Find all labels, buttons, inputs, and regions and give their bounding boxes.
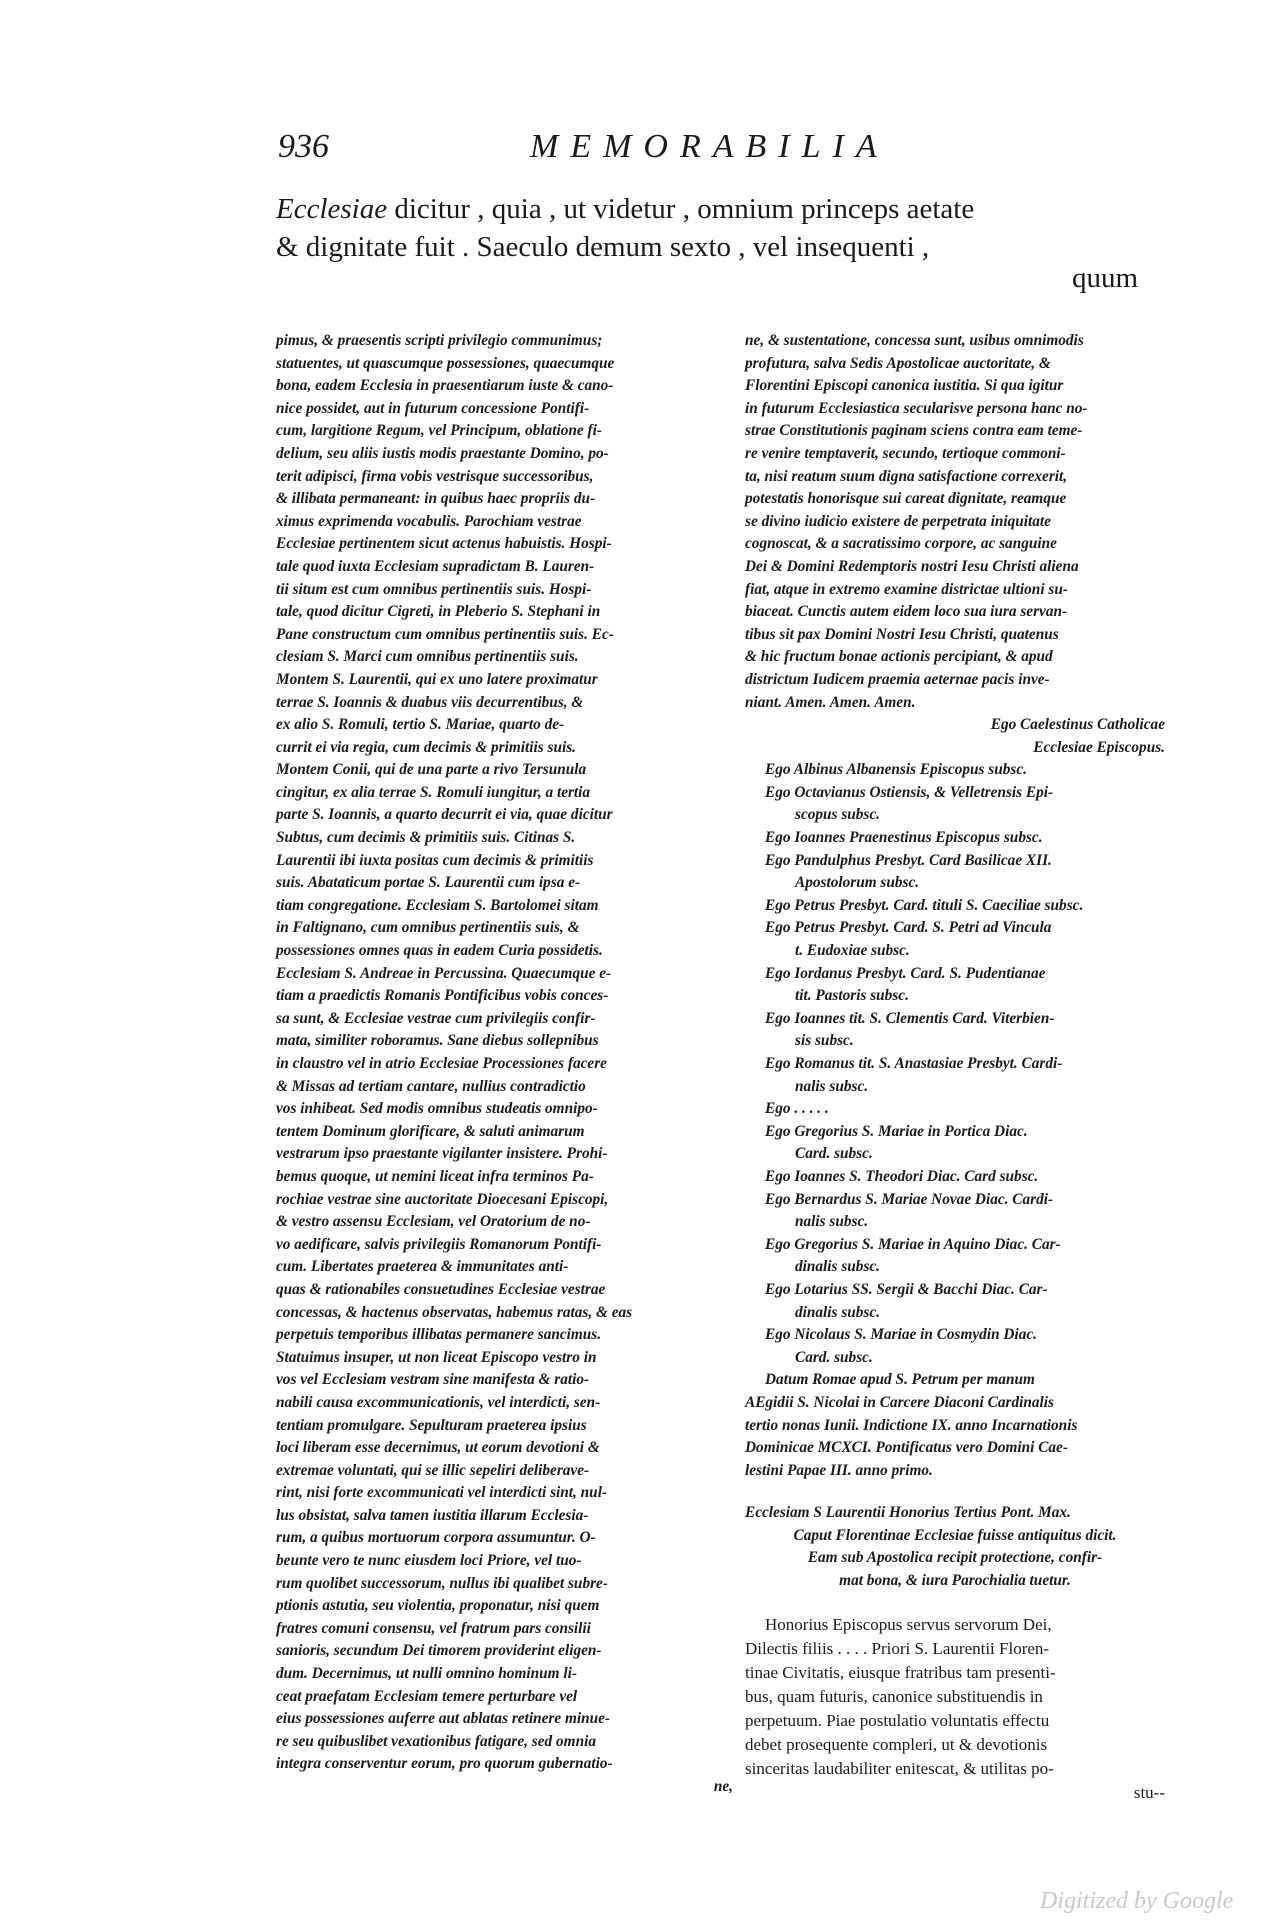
text-line: sa sunt, & Ecclesiae vestrae cum privilegiis confir- xyxy=(276,1009,596,1027)
text-line: rochiae vestrae sine auctoritate Dioecesani Episcopi, xyxy=(276,1190,609,1208)
text-line: ta, nisi reatum suum digna satisfactione correxerit, xyxy=(745,467,1068,485)
text-line: Ecclesiae pertinentem sicut actenus habuistis. Hospi- xyxy=(276,535,612,553)
text-line: statuentes, ut quascumque possessiones, quaecumque xyxy=(276,354,615,372)
text-line: rint, nisi forte excommunicati vel interdicti sint, nul- xyxy=(276,1484,608,1502)
text-line: ptionis astutia, seu violentia, proponatur, nisi quem xyxy=(276,1597,600,1615)
text-line: tii situm est cum omnibus pertinentiis suis. Hospi- xyxy=(276,580,592,598)
text-line: rum, a quibus mortuorum corpora assumuntur. O- xyxy=(276,1529,596,1547)
text-line: strae Constitutionis paginam sciens contra eam teme- xyxy=(745,422,1083,440)
signature-line: t. Eudoxiae subsc. xyxy=(795,942,910,960)
signature-line: Ego Petrus Presbyt. Card. tituli S. Caeciliae subsc. xyxy=(765,896,1084,914)
text-line: Dei & Domini Redemptoris nostri Iesu Christi aliena xyxy=(745,557,1079,575)
text-line: tiam a praedictis Romanis Pontificibus vobis conces- xyxy=(276,987,609,1005)
honorius-line: Honorius Episcopus servus servorum Dei, xyxy=(765,1614,1052,1634)
text-line: pimus, & praesentis scripti privilegio communimus; xyxy=(276,332,603,349)
lead-italic-word: Ecclesiae xyxy=(276,193,388,225)
text-line: ceat praefatam Ecclesiam temere perturbare vel xyxy=(276,1687,578,1705)
text-line: bemus quoque, ut nemini liceat infra terminos Pa- xyxy=(276,1167,594,1185)
right-catchword: stu-- xyxy=(1133,1782,1165,1802)
text-line: Montem Conii, qui de una parte a rivo Tersunula xyxy=(276,761,587,779)
text-line: cognoscat, & a sacratissimo corpore, ac sanguine xyxy=(745,535,1057,553)
dating-line: lestini Papae III. anno primo. xyxy=(745,1461,933,1479)
text-line: vestrarum ipso praestante vigilanter insistere. Prohi- xyxy=(276,1145,608,1163)
dating-line: tertio nonas Iunii. Indictione IX. anno Incarnationis xyxy=(745,1416,1078,1434)
spacer xyxy=(745,1593,1165,1613)
text-line: terrae S. Ioannis & duabus viis decurrentibus, & xyxy=(276,693,584,711)
text-line: in Faltignano, cum omnibus pertinentiis suis, & xyxy=(276,919,580,937)
text-line: Laurentii ibi iuxta positas cum decimis & primitiis xyxy=(276,851,594,869)
signature-line: Ego Ioannes Praenestinus Episcopus subsc. xyxy=(765,829,1043,847)
summary-line: Caput Florentinae Ecclesiae fuisse antiquitus dicit. xyxy=(793,1526,1117,1544)
text-line: lus obsistat, salva tamen iustitia illarum Ecclesia- xyxy=(276,1506,589,1524)
signature-line: Ego Gregorius S. Mariae in Portica Diac. xyxy=(765,1122,1028,1140)
text-line: Pane constructum cum omnibus pertinentiis suis. Ec- xyxy=(276,625,614,643)
signature-line: sis subsc. xyxy=(795,1032,854,1050)
text-line: bona, eadem Ecclesia in praesentiarum iuste & cano- xyxy=(276,377,614,395)
text-line: ne, & sustentatione, concessa sunt, usibus omnimodis xyxy=(745,332,1084,349)
text-line: in claustro vel in atrio Ecclesiae Processiones facere xyxy=(276,1055,607,1072)
honorius-line: sinceritas laudabiliter enitescat, & utilitas po- xyxy=(745,1758,1054,1778)
signature-line: nalis subsc. xyxy=(795,1213,869,1231)
text-line: niant. Amen. Amen. Amen. xyxy=(745,693,916,711)
signature-line: Ego Nicolaus S. Mariae in Cosmydin Diac. xyxy=(765,1326,1037,1344)
text-line: beunte vero te nunc eiusdem loci Priore, vel tuo- xyxy=(276,1552,582,1570)
text-line: fratres comuni consensu, vel fratrum pars consilii xyxy=(276,1619,591,1637)
text-line: tentem Dominum glorificare, & saluti animarum xyxy=(276,1122,585,1140)
signature-line: Ego Romanus tit. S. Anastasiae Presbyt. Cardi- xyxy=(765,1055,1063,1072)
text-line: & Missas ad tertiam cantare, nullius contradictio xyxy=(276,1077,586,1095)
lead-catchword: quum xyxy=(1072,262,1139,294)
text-line: sanioris, secundum Dei timorem providerint eligen- xyxy=(276,1642,602,1660)
dating-line: AEgidii S. Nicolai in Carcere Diaconi Cardinalis xyxy=(745,1393,1054,1411)
text-line: ex alio S. Romuli, tertio S. Mariae, quarto de- xyxy=(276,716,565,734)
text-line: delium, seu aliis iustis modis praestante Domino, po- xyxy=(276,444,609,462)
text-line: terit adipisci, firma vobis vestrisque successoribus, xyxy=(276,467,594,485)
text-line: tale, quod dicitur Cigreti, in Pleberio S. Stephani in xyxy=(276,603,601,621)
spacer xyxy=(745,1482,1165,1502)
lead-paragraph xyxy=(276,190,1166,266)
signature-line: Ego Gregorius S. Mariae in Aquino Diac. Car- xyxy=(765,1235,1061,1253)
text-line: profutura, salva Sedis Apostolicae auctoritate, & xyxy=(745,354,1051,372)
page-number: 936 xyxy=(278,128,329,165)
text-line: Montem S. Laurentii, qui ex uno latere proximatur xyxy=(276,670,598,688)
summary-line: Ecclesiam S Laurentii Honorius Tertius Pont. Max. xyxy=(745,1504,1071,1522)
text-line: nabili causa excommunicationis, vel interdicti, sen- xyxy=(276,1393,601,1411)
dating-line: Datum Romae apud S. Petrum per manum xyxy=(765,1371,1035,1389)
watermark: Digitized by Google xyxy=(1040,1888,1234,1914)
text-line: quas & rationabiles consuetudines Ecclesiae vestrae xyxy=(276,1280,606,1298)
text-line: mata, similiter roboramus. Sane diebus sollepnibus xyxy=(276,1032,599,1050)
signature-line: Ego Iordanus Presbyt. Card. S. Pudentianae xyxy=(765,964,1046,982)
honorius-line: perpetuum. Piae postulatio voluntatis effectu xyxy=(745,1710,1050,1730)
text-line: tentiam promulgare. Sepulturam praeterea ipsius xyxy=(276,1416,587,1434)
text-line: rum quolibet successorum, nullus ibi qualibet subre- xyxy=(276,1574,608,1592)
text-line: ximus exprimenda vocabulis. Parochiam vestrae xyxy=(276,512,582,530)
text-line: se divino iudicio existere de perpetrata iniquitate xyxy=(745,512,1051,530)
text-line: perpetuis temporibus illibatas permanere sancimus. xyxy=(276,1326,602,1344)
signature-line: Ego Caelestinus Catholicae xyxy=(990,716,1165,734)
running-title: MEMORABILIA xyxy=(530,128,889,165)
signature-line: scopus subsc. xyxy=(795,806,880,824)
text-line: extremae voluntati, qui se illic sepeliri deliberave- xyxy=(276,1461,590,1479)
honorius-line: debet prosequente compleri, ut & devotionis xyxy=(745,1734,1048,1754)
summary-line: Eam sub Apostolica recipit protectione, confir- xyxy=(807,1549,1103,1567)
text-line: cum. Libertates praeterea & immunitates anti- xyxy=(276,1258,569,1276)
text-line: nice possidet, aut in futurum concessione Pontifi- xyxy=(276,399,590,417)
left-column xyxy=(276,330,733,1799)
signature-line: Ego Octavianus Ostiensis, & Velletrensis Epi- xyxy=(765,783,1054,801)
text-line: & hic fructum bonae actionis percipiant, & apud xyxy=(745,648,1053,666)
signature-line: nalis subsc. xyxy=(795,1077,869,1095)
signature-line: dinalis subsc. xyxy=(795,1303,881,1321)
left-catchword: ne, xyxy=(713,1778,733,1795)
text-line: cum, largitione Regum, vel Principum, oblatione fi- xyxy=(276,422,602,440)
text-line: clesiam S. Marci cum omnibus pertinentiis suis. xyxy=(276,648,579,666)
text-line: concessas, & hactenus observatas, habemus ratas, & eas xyxy=(276,1303,633,1321)
text-line: potestatis honorisque sui careat dignitate, reamque xyxy=(745,490,1067,508)
text-line: re venire temptaverit, secundo, tertioque commoni- xyxy=(745,444,1066,462)
dating-line: Dominicae MCXCI. Pontificatus vero Domini Cae- xyxy=(745,1439,1068,1457)
signature-line: Ego Ioannes tit. S. Clementis Card. Viterbien- xyxy=(765,1009,1055,1027)
text-line: vos vel Ecclesiam vestram sine manifesta & ratio- xyxy=(276,1371,590,1389)
signature-line: Ego Ioannes S. Theodori Diac. Card subsc. xyxy=(765,1167,1039,1185)
signature-line: Ego Albinus Albanensis Episcopus subsc. xyxy=(765,761,1027,779)
honorius-line: tinae Civitatis, eiusque fratribus tam presenti- xyxy=(745,1662,1056,1682)
signature-line: Ego . . . . . xyxy=(765,1100,829,1118)
signature-line: Card. subsc. xyxy=(795,1145,873,1163)
text-line: Statuimus insuper, ut non liceat Episcopo vestro in xyxy=(276,1348,597,1366)
text-line: tale quod iuxta Ecclesiam supradictam B. Lauren- xyxy=(276,557,595,575)
text-line: possessiones omnes quas in eadem Curia possidetis. xyxy=(276,942,603,960)
signature-line: Ego Bernardus S. Mariae Novae Diac. Cardi- xyxy=(765,1190,1054,1208)
text-line: parte S. Ioannis, a quarto decurrit ei via, quae dicitur xyxy=(276,806,613,824)
signature-line: Ego Lotarius SS. Sergii & Bacchi Diac. Car- xyxy=(765,1280,1048,1298)
text-line: loci liberam esse decernimus, ut eorum devotioni & xyxy=(276,1439,600,1457)
signature-line: Ego Pandulphus Presbyt. Card Basilicae XII. xyxy=(765,851,1052,869)
signature-line: Apostolorum subsc. xyxy=(795,874,920,892)
summary-line: mat bona, & iura Parochialia tuetur. xyxy=(839,1572,1071,1590)
text-line: fiat, atque in extremo examine districtae ultioni su- xyxy=(745,580,1068,598)
text-line: districtum Iudicem praemia aeternae pacis inve- xyxy=(745,670,1050,688)
right-column xyxy=(745,330,1165,1805)
honorius-line: Dilectis filiis . . . . Priori S. Laurentii Floren- xyxy=(745,1638,1050,1658)
signature-line: Ecclesiae Episcopus. xyxy=(1033,738,1165,756)
text-line: currit ei via regia, cum decimis & primitiis suis. xyxy=(276,738,576,756)
text-line: tiam congregatione. Ecclesiam S. Bartolomei sitam xyxy=(276,896,599,914)
text-line: vo aedificare, salvis privilegiis Romanorum Pontifi- xyxy=(276,1235,602,1253)
text-line: eius possessiones auferre aut ablatas retinere minue- xyxy=(276,1710,611,1728)
text-line: suis. Abataticum portae S. Laurentii cum ipsa e- xyxy=(276,874,581,892)
text-line: tibus sit pax Domini Nostri Iesu Christi, quatenus xyxy=(745,625,1059,643)
signature-line: dinalis subsc. xyxy=(795,1258,881,1276)
lead-line-2: & dignitate fuit . Saeculo demum sexto , vel insequenti , xyxy=(276,231,930,263)
text-line: Ecclesiam S. Andreae in Percussina. Quaecumque e- xyxy=(276,964,612,982)
signature-line: Card. subsc. xyxy=(795,1348,873,1366)
text-line: & illibata permaneant: in quibus haec propriis du- xyxy=(276,490,596,508)
text-line: Subtus, cum decimis & primitiis suis. Citinas S. xyxy=(276,829,576,847)
text-line: cingitur, ex alia terrae S. Romuli iungitur, a tertia xyxy=(276,783,591,801)
lead-line-1: dicitur , quia , ut videtur , omnium princeps aetate xyxy=(387,193,975,225)
signature-line: Ego Petrus Presbyt. Card. S. Petri ad Vincula xyxy=(765,919,1052,937)
text-line: & vestro assensu Ecclesiam, vel Oratorium de no- xyxy=(276,1213,591,1231)
signature-line: tit. Pastoris subsc. xyxy=(795,987,909,1005)
text-line: integra conserventur eorum, pro quorum gubernatio- xyxy=(276,1755,613,1773)
honorius-line: bus, quam futuris, canonice substituendis in xyxy=(745,1686,1043,1706)
text-line: vos inhibeat. Sed modis omnibus studeatis omnipo- xyxy=(276,1100,598,1118)
text-line: re seu quibuslibet vexationibus fatigare, sed omnia xyxy=(276,1732,596,1750)
text-line: biaceat. Cunctis autem eidem loco sua iura servan- xyxy=(745,603,1068,621)
text-line: dum. Decernimus, ut nulli omnino hominum li- xyxy=(276,1665,577,1683)
text-line: in futurum Ecclesiastica secularisve persona hanc no- xyxy=(745,399,1088,417)
text-line: Florentini Episcopi canonica iustitia. Si qua igitur xyxy=(745,377,1064,395)
